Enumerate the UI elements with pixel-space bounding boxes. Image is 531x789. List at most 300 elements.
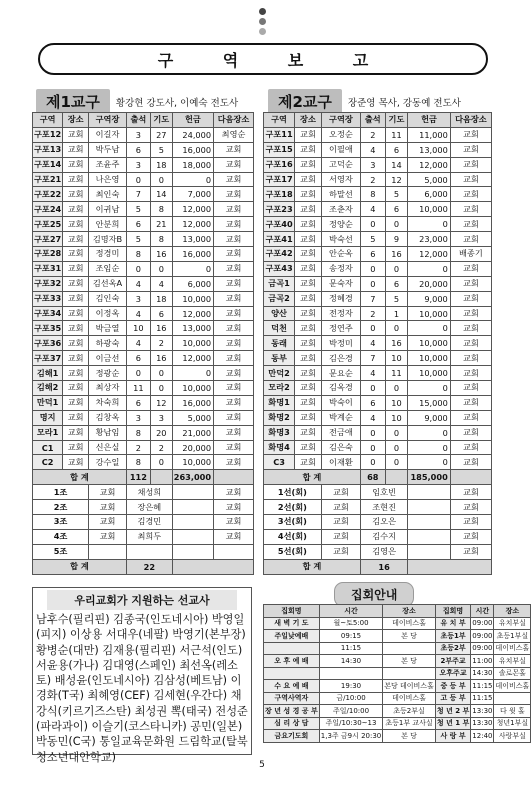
table-row xyxy=(33,261,254,276)
table-cell: 교회 xyxy=(295,351,322,366)
group-blank xyxy=(408,515,451,530)
table-cell: 14 xyxy=(385,157,408,172)
meeting-cell: 월~토5:00 xyxy=(319,617,383,630)
table-cell: 고덕순 xyxy=(321,157,360,172)
meeting-cell: 14:30 xyxy=(319,655,383,668)
table-cell: 0 xyxy=(360,276,385,291)
table-cell: 교회 xyxy=(450,306,491,321)
table-cell: 24,000 xyxy=(172,127,213,142)
table-cell: 이필애 xyxy=(321,142,360,157)
meeting-cell xyxy=(494,692,531,705)
table-cell: 구포21 xyxy=(33,172,63,187)
table-cell: 교회 xyxy=(214,261,254,276)
table-cell: 구포35 xyxy=(33,321,63,336)
table-cell: 18,000 xyxy=(172,157,213,172)
dot-icon xyxy=(259,18,266,25)
meeting-row xyxy=(264,692,531,705)
table-cell: 0 xyxy=(360,321,385,336)
table-cell: 교회 xyxy=(63,351,89,366)
table-cell: 동부 xyxy=(264,351,295,366)
table-row xyxy=(264,455,492,470)
table-cell: 5,000 xyxy=(172,410,213,425)
group-name: 1조 xyxy=(33,485,89,500)
table-cell: 이귀남 xyxy=(89,202,127,217)
group-leader: 김수지 xyxy=(360,529,407,544)
table-cell: 6 xyxy=(126,351,150,366)
meeting-cell: 금요기도회 xyxy=(264,730,320,743)
table-cell: 구포37 xyxy=(33,351,63,366)
column-header: 구역장 xyxy=(89,113,127,128)
table-cell: 18 xyxy=(150,291,172,306)
table-cell: 교회 xyxy=(295,247,322,262)
meeting-cell: 13:30 xyxy=(471,705,494,718)
table-cell: 구포13 xyxy=(33,142,63,157)
total-label: 합 계 xyxy=(33,470,127,485)
table-cell: 2 xyxy=(150,336,172,351)
table-cell: 0 xyxy=(385,217,408,232)
column-header: 장소 xyxy=(63,113,89,128)
table-cell: 교회 xyxy=(295,425,322,440)
table-cell: C3 xyxy=(264,455,295,470)
table-cell: 하광숙 xyxy=(89,336,127,351)
table-cell: 6 xyxy=(126,395,150,410)
table-cell: 10 xyxy=(385,395,408,410)
table-cell: 교회 xyxy=(295,202,322,217)
table-row xyxy=(264,410,492,425)
group-next: 교회 xyxy=(214,485,254,500)
table-cell: 3 xyxy=(126,127,150,142)
meeting-cell: 본 당 xyxy=(383,655,436,668)
table-cell: 구포15 xyxy=(264,142,295,157)
group-blank xyxy=(408,544,451,559)
table-cell: 8 xyxy=(360,187,385,202)
table-cell: 16 xyxy=(150,351,172,366)
table-cell: 정연주 xyxy=(321,321,360,336)
table-cell: 구포36 xyxy=(33,336,63,351)
table-row xyxy=(264,127,492,142)
table-row xyxy=(264,187,492,202)
meetings-header-row xyxy=(264,605,531,618)
table-cell: 모라1 xyxy=(33,425,63,440)
total-row xyxy=(264,470,492,485)
table-cell: 교회 xyxy=(63,306,89,321)
meeting-cell: 새 벽 기 도 xyxy=(264,617,320,630)
table-cell: 13,000 xyxy=(172,232,213,247)
table-cell: 덕천 xyxy=(264,321,295,336)
meeting-cell: 데이비스홀 xyxy=(494,642,531,655)
table-cell: 교회 xyxy=(214,276,254,291)
table-cell: 교회 xyxy=(214,142,254,157)
table-cell: 교회 xyxy=(214,440,254,455)
column-header: 구역 xyxy=(33,113,63,128)
table-row xyxy=(264,351,492,366)
group-total-blank xyxy=(172,559,253,574)
group-place: 교회 xyxy=(89,500,127,515)
table-cell: 27 xyxy=(150,127,172,142)
table-cell: 3 xyxy=(126,410,150,425)
table-cell: 교회 xyxy=(450,366,491,381)
table-cell: 11 xyxy=(385,366,408,381)
total-offering: 263,000 xyxy=(172,470,213,485)
table-cell: 화명1 xyxy=(264,395,295,410)
group-blank xyxy=(172,500,213,515)
column-header: 다음장소 xyxy=(450,113,491,128)
table-cell: 10,000 xyxy=(408,351,451,366)
table-cell: 교회 xyxy=(295,381,322,396)
table-cell: 구포14 xyxy=(33,157,63,172)
dot-icon xyxy=(259,28,266,35)
table-cell: 교회 xyxy=(450,276,491,291)
table-cell: 5 xyxy=(150,142,172,157)
table-cell: 교회 xyxy=(295,291,322,306)
missionaries-heading: 우리교회가 지원하는 선교사 xyxy=(47,590,237,610)
table-cell: 교회 xyxy=(450,336,491,351)
group-blank xyxy=(408,485,451,500)
dot-icon xyxy=(259,8,266,15)
table-cell: 교회 xyxy=(63,217,89,232)
group-total-value: 22 xyxy=(126,559,172,574)
group-place xyxy=(89,544,127,559)
table-cell: 10 xyxy=(126,321,150,336)
table-cell: 교회 xyxy=(214,381,254,396)
table-cell: 이정옥 xyxy=(89,306,127,321)
table-cell: 2 xyxy=(360,306,385,321)
table-cell: 모라2 xyxy=(264,381,295,396)
table-cell: 10,000 xyxy=(408,306,451,321)
table-cell: 8 xyxy=(126,247,150,262)
table-cell: 정경미 xyxy=(89,247,127,262)
table-cell: 12,000 xyxy=(408,247,451,262)
table-cell: 6 xyxy=(385,142,408,157)
table-cell: 0 xyxy=(408,440,451,455)
meeting-cell: 유치부실 xyxy=(494,617,531,630)
meeting-cell: 고 등 부 xyxy=(435,692,470,705)
table-row xyxy=(33,410,254,425)
page-title-box xyxy=(38,43,488,75)
table-cell: 교회 xyxy=(63,395,89,410)
table-row xyxy=(264,381,492,396)
table-row xyxy=(33,247,254,262)
meeting-cell: 유치부실 xyxy=(494,655,531,668)
table-cell: 김해1 xyxy=(33,366,63,381)
table-row xyxy=(33,157,254,172)
table-cell: 2 xyxy=(360,127,385,142)
table-row xyxy=(33,232,254,247)
table-row xyxy=(33,217,254,232)
table-cell: 교회 xyxy=(63,291,89,306)
table-cell: 12,000 xyxy=(172,351,213,366)
group-leader: 장은혜 xyxy=(126,500,172,515)
table-cell: 교회 xyxy=(214,395,254,410)
table-cell: 김인숙 xyxy=(89,291,127,306)
table-cell: 18 xyxy=(150,157,172,172)
table-cell: 12 xyxy=(150,395,172,410)
column-header: 기도 xyxy=(150,113,172,128)
group-leader: 임호빈 xyxy=(360,485,407,500)
column-header: 장소 xyxy=(383,605,436,618)
group-name: 3선(회) xyxy=(264,515,322,530)
meeting-cell: 데이비스홀 xyxy=(383,692,436,705)
group-next: 교회 xyxy=(214,529,254,544)
meeting-cell: 본당 데이비스홀 xyxy=(383,680,436,693)
table-row xyxy=(33,381,254,396)
meeting-cell: 14:30 xyxy=(471,667,494,680)
table-cell: 교회 xyxy=(450,142,491,157)
group-place: 교회 xyxy=(89,485,127,500)
meeting-cell: 09:00 xyxy=(471,630,494,643)
table-cell: 박숙선 xyxy=(321,232,360,247)
table-cell: 박정미 xyxy=(321,336,360,351)
table-cell: 7,000 xyxy=(172,187,213,202)
meeting-cell: 장 년 성 경 공 부 xyxy=(264,705,320,718)
meeting-cell: 초등1부 교사실 xyxy=(383,717,436,730)
table-cell: 정양순 xyxy=(321,217,360,232)
table-cell: 3 xyxy=(126,157,150,172)
group-row xyxy=(264,500,492,515)
column-header: 장소 xyxy=(295,113,322,128)
table-cell: 2 xyxy=(360,172,385,187)
table-cell: 3 xyxy=(126,291,150,306)
table-cell: 교회 xyxy=(63,440,89,455)
table-row xyxy=(33,455,254,470)
table-cell: 4 xyxy=(360,336,385,351)
table-cell: 송정자 xyxy=(321,261,360,276)
table-cell: 4 xyxy=(360,142,385,157)
group-next: 교회 xyxy=(450,529,491,544)
table-cell: 구포41 xyxy=(264,232,295,247)
table-cell: 교회 xyxy=(63,172,89,187)
table-cell: 9,000 xyxy=(408,291,451,306)
meeting-cell: 주일/10:30~13 xyxy=(319,717,383,730)
table-cell: 교회 xyxy=(63,276,89,291)
table-cell: 교회 xyxy=(295,410,322,425)
table-cell: 8 xyxy=(150,232,172,247)
table-cell: 전금애 xyxy=(321,425,360,440)
table-cell: 0 xyxy=(150,366,172,381)
meeting-cell: 청 년 1 부 xyxy=(435,717,470,730)
table-cell: 구포31 xyxy=(33,261,63,276)
table-cell: 조윤주 xyxy=(89,157,127,172)
table-cell: 화명4 xyxy=(264,440,295,455)
meeting-cell: 본 당 xyxy=(383,730,436,743)
table-cell: 구포23 xyxy=(264,202,295,217)
table-cell: 구포43 xyxy=(264,261,295,276)
table-cell: 0 xyxy=(408,381,451,396)
table-cell: 교회 xyxy=(214,217,254,232)
table-cell: 0 xyxy=(408,455,451,470)
table-cell: 23,000 xyxy=(408,232,451,247)
meeting-row xyxy=(264,655,531,668)
group-name: 5선(회) xyxy=(264,544,322,559)
table-cell: 6 xyxy=(150,306,172,321)
group-next: 교회 xyxy=(450,515,491,530)
table-row xyxy=(264,336,492,351)
table-cell: 교회 xyxy=(214,336,254,351)
table-cell: 구포33 xyxy=(33,291,63,306)
meeting-cell: 본 당 xyxy=(383,630,436,643)
table-row xyxy=(264,306,492,321)
table-row xyxy=(33,395,254,410)
table-cell: 11,000 xyxy=(408,127,451,142)
table-cell: 교회 xyxy=(63,321,89,336)
table-cell: 0 xyxy=(150,172,172,187)
table-cell: 4 xyxy=(360,202,385,217)
table-cell: 구포16 xyxy=(264,157,295,172)
group-blank xyxy=(172,544,213,559)
table-cell: 구포34 xyxy=(33,306,63,321)
table-cell: 0 xyxy=(360,455,385,470)
table-row xyxy=(264,425,492,440)
group-blank xyxy=(408,500,451,515)
meeting-cell: 청년1부실 xyxy=(494,717,531,730)
group-leader: 김경민 xyxy=(126,515,172,530)
table-cell: 16 xyxy=(150,247,172,262)
table-cell: 2 xyxy=(150,440,172,455)
table-cell: 박두남 xyxy=(89,142,127,157)
meeting-row xyxy=(264,642,531,655)
group-place: 교회 xyxy=(321,515,360,530)
table-cell: 박금열 xyxy=(89,321,127,336)
group-place: 교회 xyxy=(321,544,360,559)
table-cell: 6 xyxy=(126,217,150,232)
group-total-value: 16 xyxy=(360,559,407,574)
table-cell: 0 xyxy=(385,321,408,336)
table-cell: 양산 xyxy=(264,306,295,321)
table-row xyxy=(33,351,254,366)
table-cell: 10,000 xyxy=(172,455,213,470)
meeting-row xyxy=(264,680,531,693)
table-cell: C2 xyxy=(33,455,63,470)
table-cell: 20,000 xyxy=(408,276,451,291)
group-next xyxy=(214,544,254,559)
table-cell: 0 xyxy=(360,217,385,232)
table-cell: 4 xyxy=(360,410,385,425)
table-cell: 교회 xyxy=(295,336,322,351)
table-cell: 2 xyxy=(126,440,150,455)
page-title: 구 역 보 고 xyxy=(157,50,391,70)
meeting-cell: 수 요 예 배 xyxy=(264,680,320,693)
missionaries-box xyxy=(32,587,252,764)
group-row xyxy=(264,529,492,544)
table-cell: 10,000 xyxy=(172,291,213,306)
table-cell: 교회 xyxy=(450,440,491,455)
table-cell: 0 xyxy=(385,381,408,396)
table-cell: 교회 xyxy=(295,306,322,321)
meeting-cell: 오 후 예 배 xyxy=(264,655,320,668)
table-cell: 0 xyxy=(126,172,150,187)
table-cell: 김해2 xyxy=(33,381,63,396)
table-cell: 5,000 xyxy=(408,172,451,187)
table-cell: 0 xyxy=(360,425,385,440)
table-cell: 10,000 xyxy=(408,202,451,217)
table-cell: 교회 xyxy=(450,202,491,217)
table-cell: 5 xyxy=(360,232,385,247)
column-header: 구역 xyxy=(264,113,295,128)
table-cell: 4 xyxy=(126,276,150,291)
missionaries-list: 남후수(필리핀) 김종국(인도네시아) 박영일(피지) 이상용 서대우(네팔) 박영기(본부장) 황병순(대만) 김재용(필리핀) 서근석(인도) 서윤용(가나) 김대영(스페인) 최선옥(레소토) 배성윤(인도네시아) 김삼성(베트남) 이경화(T국) 최혜영(CEF) 김세현(우간다) 채강식(키르기즈스탄) 최성권 뽁(태국) 전성준(파라과이) 이슬기(코스타니카) 공민(일본) 박동민(C국) 통일교육문화원 드림학교(탈북청소년대안학교) xyxy=(36,613,248,764)
table-row xyxy=(264,321,492,336)
table-cell: 교회 xyxy=(295,187,322,202)
group-name: 3조 xyxy=(33,515,89,530)
table-cell: 교회 xyxy=(295,261,322,276)
column-header: 시간 xyxy=(319,605,383,618)
table-cell: 전정자 xyxy=(321,306,360,321)
total-label: 합 계 xyxy=(264,470,361,485)
group-row xyxy=(264,544,492,559)
group-leader: 최희두 xyxy=(126,529,172,544)
table-cell: 교회 xyxy=(214,366,254,381)
table-cell: 교회 xyxy=(450,455,491,470)
district1-header xyxy=(36,89,238,114)
group-blank xyxy=(172,529,213,544)
table-cell: 교회 xyxy=(295,395,322,410)
table-cell: 교회 xyxy=(450,232,491,247)
table-cell: 배종기 xyxy=(450,247,491,262)
table-cell: 교회 xyxy=(63,410,89,425)
meeting-row xyxy=(264,667,531,680)
table-cell: 10,000 xyxy=(172,336,213,351)
table-cell: 교회 xyxy=(295,366,322,381)
group-place: 교회 xyxy=(89,529,127,544)
table-cell: 21,000 xyxy=(172,425,213,440)
table-cell: 구포40 xyxy=(264,217,295,232)
decorative-dots xyxy=(256,8,268,38)
table-cell: 10,000 xyxy=(408,336,451,351)
table-cell: 20,000 xyxy=(172,440,213,455)
table-cell: 교회 xyxy=(450,425,491,440)
group-leader: 조현진 xyxy=(360,500,407,515)
table-row xyxy=(33,127,254,142)
table-cell: 구포28 xyxy=(33,247,63,262)
table-cell: 교회 xyxy=(63,127,89,142)
table-cell: 0 xyxy=(385,425,408,440)
group-name: 4선(회) xyxy=(264,529,322,544)
table-cell: 16,000 xyxy=(172,395,213,410)
table-cell: 교회 xyxy=(450,127,491,142)
table-row xyxy=(264,142,492,157)
table-cell: 5 xyxy=(385,187,408,202)
table-cell: 3 xyxy=(360,157,385,172)
district2-leaders: 장준영 목사, 강동예 전도사 xyxy=(347,97,461,109)
meeting-row xyxy=(264,630,531,643)
group-place: 교회 xyxy=(321,500,360,515)
group-place: 교회 xyxy=(321,485,360,500)
group-name: 1선(회) xyxy=(264,485,322,500)
meeting-cell: 09:00 xyxy=(471,642,494,655)
table-cell: C1 xyxy=(33,440,63,455)
table-cell: 교회 xyxy=(63,142,89,157)
table-cell: 만덕2 xyxy=(264,366,295,381)
group-next: 교회 xyxy=(450,500,491,515)
group-name: 5조 xyxy=(33,544,89,559)
table-cell: 교회 xyxy=(450,395,491,410)
table-cell: 교회 xyxy=(63,247,89,262)
table-cell: 6 xyxy=(126,142,150,157)
group-name: 2조 xyxy=(33,500,89,515)
table-cell: 0 xyxy=(360,261,385,276)
table-row xyxy=(33,425,254,440)
column-header: 헌금 xyxy=(408,113,451,128)
table-cell: 신은실 xyxy=(89,440,127,455)
table-cell: 교회 xyxy=(295,157,322,172)
table-cell: 4 xyxy=(126,306,150,321)
group-blank xyxy=(172,515,213,530)
table-row xyxy=(264,261,492,276)
table-cell: 교회 xyxy=(214,202,254,217)
meeting-cell: 사랑부실 xyxy=(494,730,531,743)
table-row xyxy=(264,291,492,306)
table-cell: 김은경 xyxy=(321,351,360,366)
